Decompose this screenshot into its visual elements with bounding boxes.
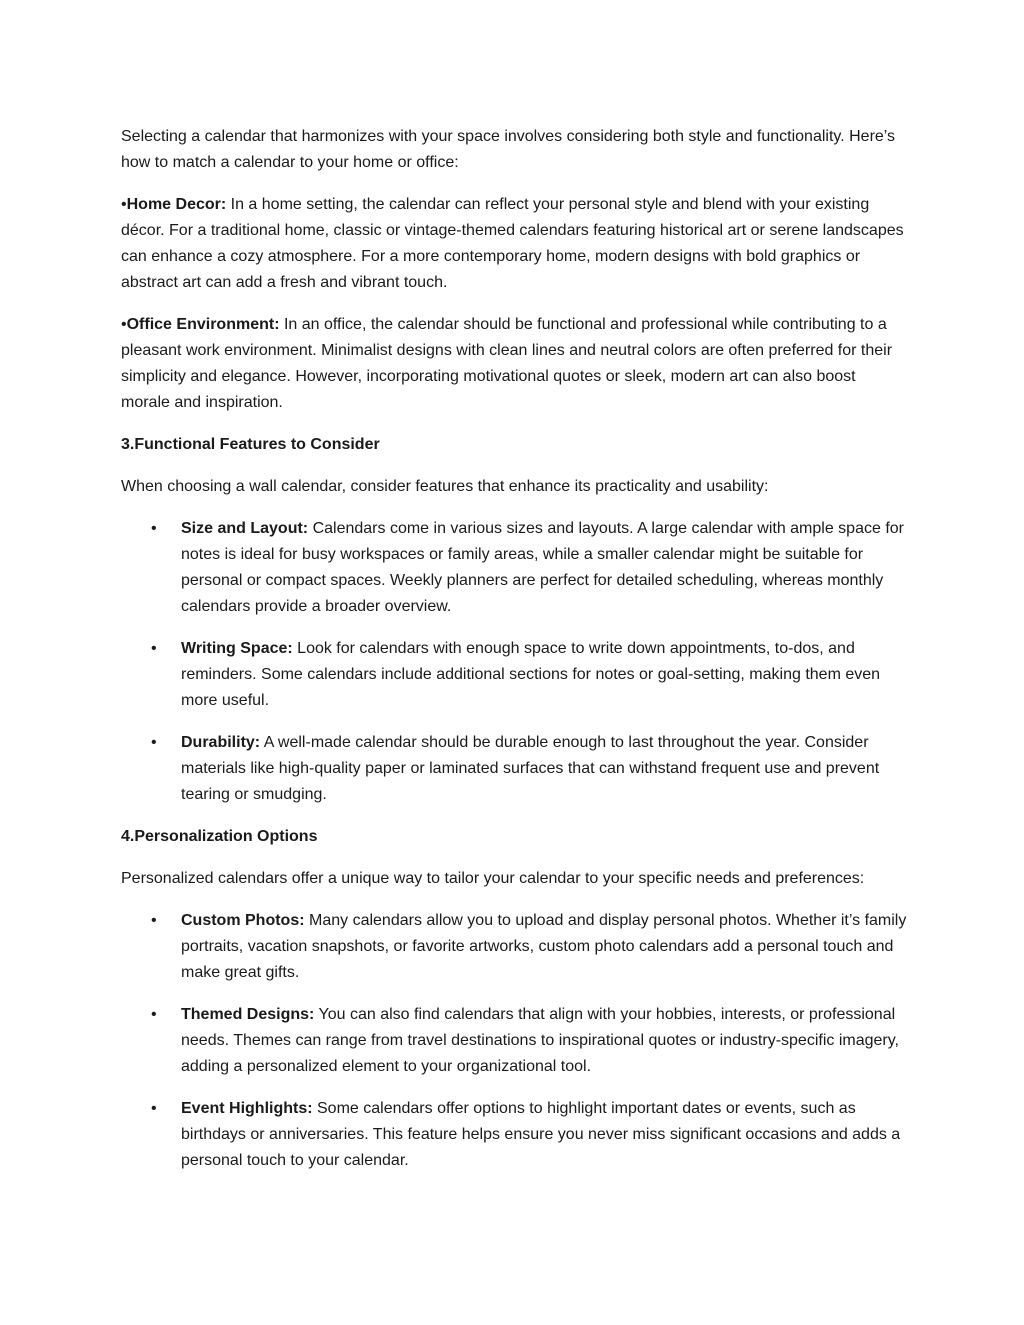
home-decor-paragraph	[121, 192, 907, 296]
bullet: •	[151, 520, 157, 537]
bullet: •	[151, 640, 157, 657]
list-item-term: Size and Layout:	[181, 520, 309, 537]
list-item-term: Writing Space:	[181, 640, 293, 657]
list-item-term: Event Highlights:	[181, 1100, 313, 1117]
list-item-term: Durability:	[181, 734, 261, 751]
office-environment-text: In an office, the calendar should be functional and professional while contributing to a pleasant work environment. Minimalist designs with clean lines and neutral colors are often preferred for their simplicity and elegance. However, incorporating motivational quotes or sleek, modern art can also boost morale and inspiration.	[121, 316, 893, 411]
list-item-size-and-layout	[121, 516, 907, 620]
section-4-list	[121, 908, 907, 1174]
section-4-heading: 4.Personalization Options	[121, 828, 318, 845]
section-3-heading: 3.Functional Features to Consider	[121, 436, 380, 453]
bullet: •	[151, 734, 157, 751]
home-decor-term: Home Decor:	[126, 196, 227, 213]
list-item-event-highlights	[121, 1096, 907, 1174]
bullet: •	[151, 1006, 157, 1023]
list-item-term: Custom Photos:	[181, 912, 305, 929]
list-item-term: Themed Designs:	[181, 1006, 315, 1023]
list-item-writing-space	[121, 636, 907, 714]
home-decor-text: In a home setting, the calendar can reflect your personal style and blend with your existing décor. For a traditional home, classic or vintage-themed calendars featuring historical art or serene landscapes can enhance a cozy atmosphere. For a more contemporary home, modern designs with bold graphics or abstract art can add a fresh and vibrant touch.	[121, 196, 904, 291]
bullet: •	[121, 316, 127, 333]
list-item-text: Look for calendars with enough space to write down appointments, to-dos, and reminders. Some calendars include additional sections for notes or goal-setting, making them even more useful.	[181, 640, 881, 709]
list-item-durability	[121, 730, 907, 808]
section-4-intro: Personalized calendars offer a unique way to tailor your calendar to your specific needs and preferences:	[121, 870, 865, 887]
list-item-text: Calendars come in various sizes and layouts. A large calendar with ample space for notes is ideal for busy workspaces or family areas, while a smaller calendar might be suitable for personal or compact spaces. Weekly planners are perfect for detailed scheduling, whereas monthly calendars provide a broader overview.	[181, 520, 904, 615]
bullet: •	[121, 196, 127, 213]
section-3-intro: When choosing a wall calendar, consider features that enhance its practicality and usability:	[121, 478, 769, 495]
bullet: •	[151, 912, 157, 929]
office-environment-paragraph	[121, 312, 907, 416]
list-item-themed-designs	[121, 1002, 907, 1080]
office-environment-term: Office Environment:	[126, 316, 280, 333]
list-item-custom-photos	[121, 908, 907, 986]
list-item-text: Many calendars allow you to upload and display personal photos. Whether it’s family portraits, vacation snapshots, or favorite artworks, custom photo calendars add a personal touch and make great gifts.	[181, 912, 907, 981]
section-3-list	[121, 516, 907, 808]
intro-paragraph: Selecting a calendar that harmonizes with your space involves considering both style and functionality. Here’s how to match a calendar to your home or office:	[121, 128, 896, 171]
document-page	[121, 124, 907, 1190]
list-item-text: A well-made calendar should be durable enough to last throughout the year. Consider materials like high-quality paper or laminated surfaces that can withstand frequent use and prevent tearing or smudging.	[181, 734, 880, 803]
list-item-text: Some calendars offer options to highlight important dates or events, such as birthdays or anniversaries. This feature helps ensure you never miss significant occasions and adds a personal touch to your calendar.	[181, 1100, 901, 1169]
list-item-text: You can also find calendars that align with your hobbies, interests, or professional needs. Themes can range from travel destinations to inspirational quotes or industry-specific imagery, adding a personalized element to your organizational tool.	[181, 1006, 899, 1075]
bullet: •	[151, 1100, 157, 1117]
